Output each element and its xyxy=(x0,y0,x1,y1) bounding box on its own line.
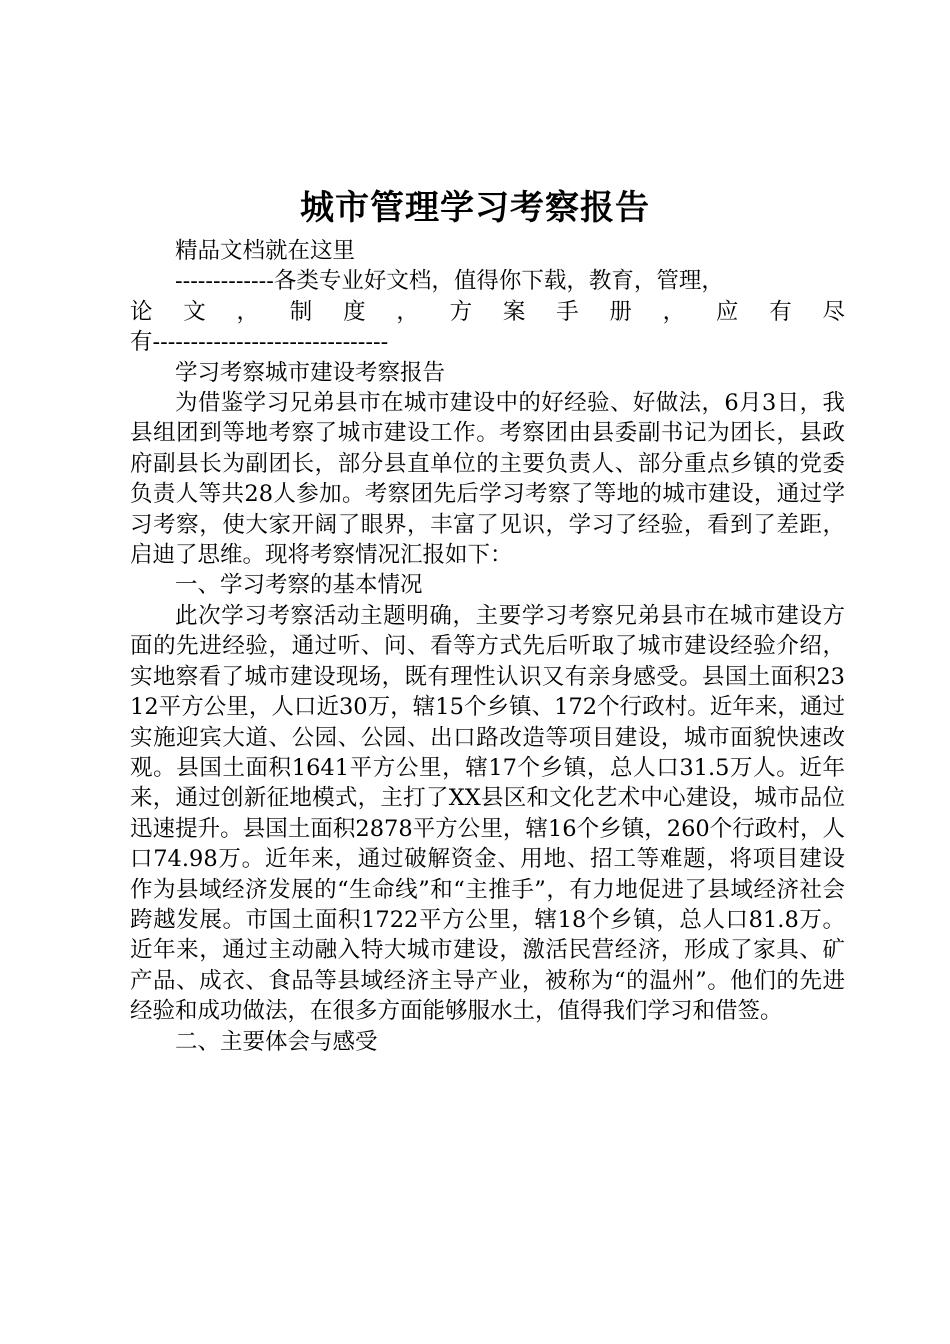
banner-line-2 xyxy=(130,297,845,327)
banner-line-2-char: 制 xyxy=(289,298,313,325)
banner-line-2-char: 手 xyxy=(556,298,579,325)
paragraph-section-1: 此次学习考察活动主题明确，主要学习考察兄弟县市在城市建设方面的先进经验，通过听、问、看等方式先后听取了城市建设经验介绍，实地察看了城市建设现场，既有理性认识又有亲身感受。县国土面积2312平方公里，人口近30万，辖15个乡镇、172个行政村。近年来，通过实施迎宾大道、公园、公园、出口路改造等项目建设，城市面貌快速改观。县国土面积1641平方公里，辖17个乡镇，总人口31.5万人。近年来，通过创新征地模式，主打了XX县区和文化艺术中心建设，城市品位迅速提升。县国土面积2878平方公里，辖16个乡镇，260个行政村，人口74.98万。近年来，通过破解资金、用地、招工等难题，将项目建设作为县域经济发展的“生命线”和“主推手”，有力地促进了县域经济社会跨越发展。市国土面积1722平方公里，辖18个乡镇，总人口81.8万。近年来，通过主动融入特大城市建设，激活民营经济，形成了家具、矿产品、成衣、食品等县域经济主导产业，被称为“的温州”。他们的先进经验和成功做法，在很多方面能够服水土，值得我们学习和借签。 xyxy=(130,602,845,1025)
subtitle: 学习考察城市建设考察报告 xyxy=(175,359,446,386)
banner-line-2-char: 文 xyxy=(183,298,206,325)
banner-line-2-char: ， xyxy=(662,298,686,325)
section-heading-1: 一、学习考察的基本情况 xyxy=(175,572,423,599)
banner-line-2-char: ， xyxy=(396,298,419,325)
banner-line-2-char: 尽 xyxy=(822,298,845,325)
banner-line-2-char: 论 xyxy=(130,298,153,325)
document-title: 城市管理学习考察报告 xyxy=(300,188,650,228)
banner-line-2-char: 案 xyxy=(502,298,526,325)
banner-line-2-char: 度 xyxy=(343,298,366,325)
paragraph-intro: 为借鉴学习兄弟县市在城市建设中的好经验、好做法，6月3日，我县组团到等地考察了城市建设工作。考察团由县委副书记为团长，县政府副县长为副团长，部分县直单位的主要负责人、部分重点乡镇的党委负责人等共28人参加。考察团先后学习考察了等地的城市建设，通过学习考察，使大家开阔了眼界，丰富了见识，学习了经验，看到了差距，启迪了思维。现将考察情况汇报如下： xyxy=(130,390,845,569)
intro-line: 精品文档就在这里 xyxy=(175,238,356,264)
banner-line-2-char: ， xyxy=(236,298,260,325)
banner-line-1: -------------各类专业好文档，值得你下载，教育，管理， xyxy=(175,268,724,295)
document-body xyxy=(130,236,845,1057)
banner-line-2-char: 册 xyxy=(609,298,632,325)
banner-line-2-char: 方 xyxy=(449,298,473,325)
banner-line-2-char: 有 xyxy=(769,298,792,325)
banner-line-2-char: 应 xyxy=(715,298,739,325)
banner-line-3: 有------------------------------- xyxy=(130,329,389,356)
section-heading-2: 二、主要体会与感受 xyxy=(175,1028,378,1055)
